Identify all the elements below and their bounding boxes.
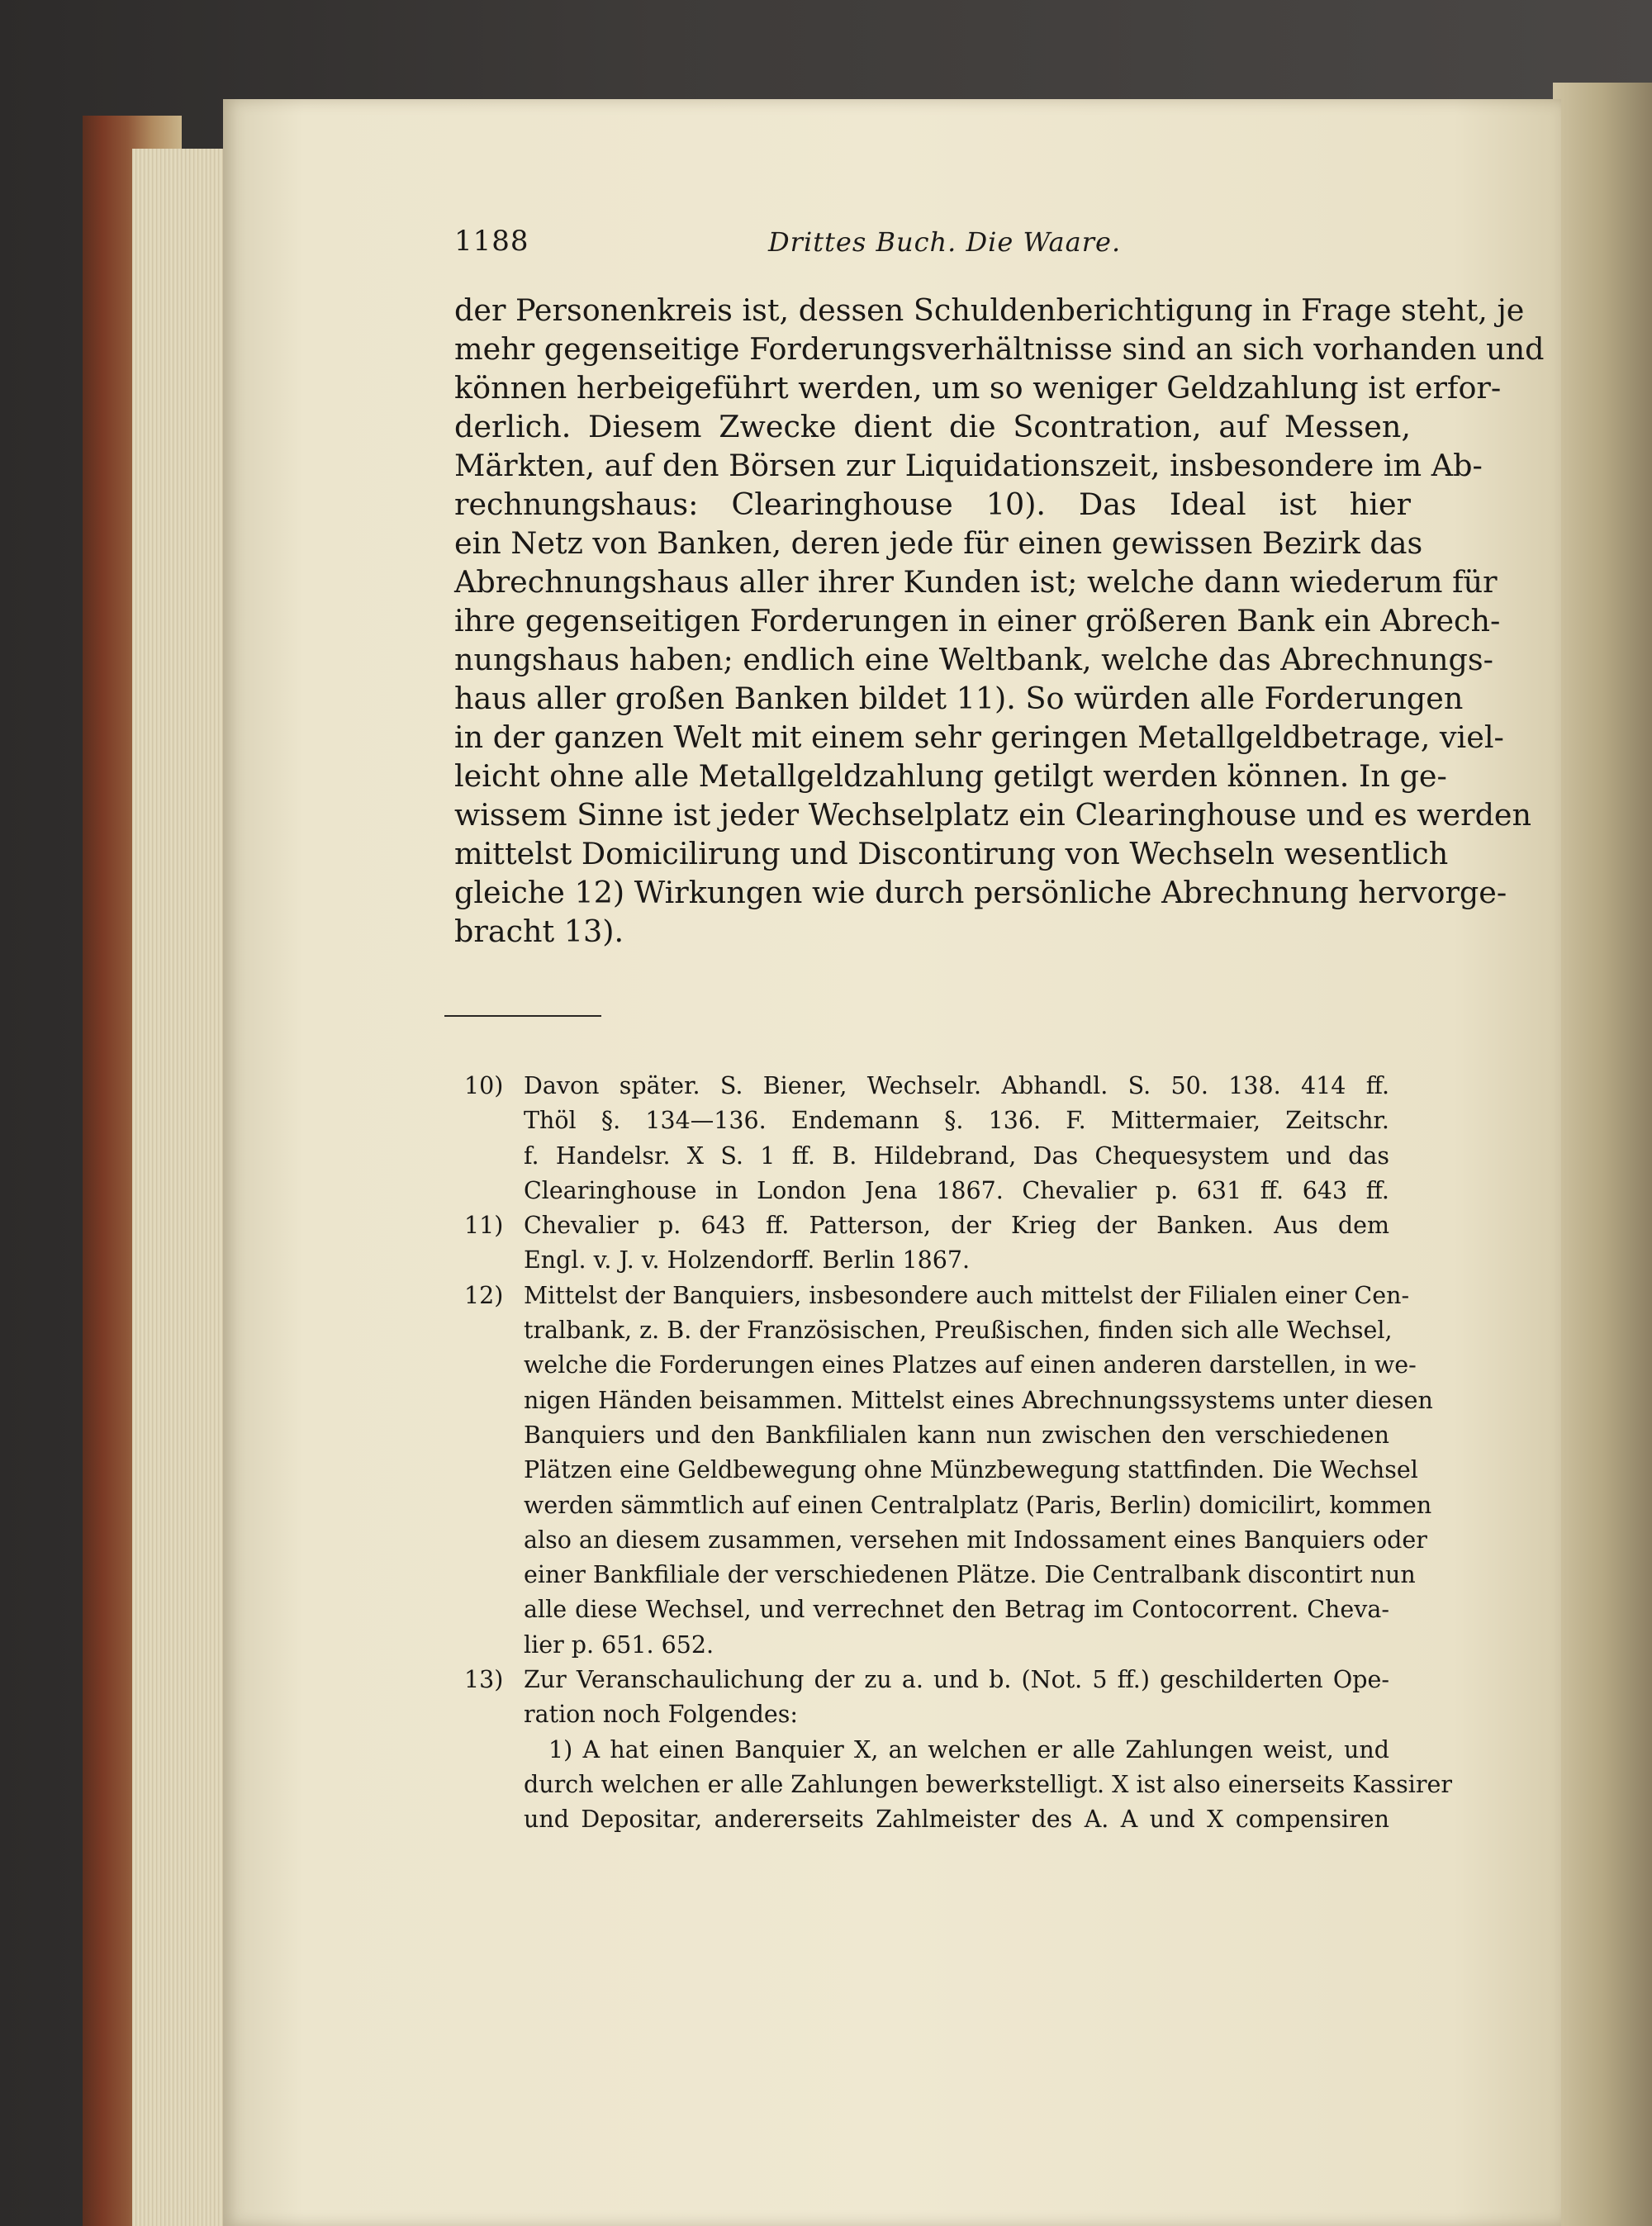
text-line: leicht ohne alle Metallgeldzahlung getilgt werden können. In ge- xyxy=(454,758,1447,794)
page-stack-edge xyxy=(132,149,223,2226)
text-line: ein Netz von Banken, deren jede für einen gewissen Bezirk das xyxy=(454,525,1423,561)
text-line: der Personenkreis ist, dessen Schuldenberichtigung in Frage steht, je xyxy=(454,292,1525,328)
footnote-line: f. Handelsr. X S. 1 ff. B. Hildebrand, Das Chequesystem und das xyxy=(524,1141,1389,1170)
facing-page-edge xyxy=(1553,83,1652,2226)
text-line: können herbeigeführt werden, um so weniger Geldzahlung ist erfor- xyxy=(454,370,1502,406)
footnote-line: und Depositar, andererseits Zahlmeister des A. A und X compensiren xyxy=(524,1806,1389,1834)
footnote-line: Banquiers und den Bankfilialen kann nun zwischen den verschiedenen xyxy=(524,1421,1389,1449)
text-line: ihre gegenseitigen Forderungen in einer größeren Bank ein Abrech- xyxy=(454,603,1501,638)
footnote-number: 13) xyxy=(464,1666,504,1694)
footnote-line: Zur Veranschaulichung der zu a. und b. (Not. 5 ff.) geschilderten Ope- xyxy=(524,1666,1389,1694)
footnote-line: nigen Händen beisammen. Mittelst eines Abrechnungssystems unter diesen xyxy=(524,1386,1433,1414)
footnote-line: lier p. 651. 652. xyxy=(524,1630,714,1659)
footnote-line: durch welchen er alle Zahlungen bewerkstelligt. X ist also einerseits Kassirer xyxy=(524,1770,1453,1798)
text-line: mittelst Domicilirung und Discontirung von Wechseln wesentlich xyxy=(454,836,1449,871)
footnote-13 xyxy=(464,1663,1453,1837)
footnote-12 xyxy=(464,1279,1433,1663)
text-line: nungshaus haben; endlich eine Weltbank, welche das Abrechnungs- xyxy=(454,642,1493,677)
footnote-line: also an diesem zusammen, versehen mit Indossament eines Banquiers oder xyxy=(524,1526,1427,1554)
footnote-11 xyxy=(464,1208,1389,1279)
footnote-line: Thöl §. 134—136. Endemann §. 136. F. Mittermaier, Zeitschr. xyxy=(524,1107,1389,1135)
main-text xyxy=(454,291,1545,951)
text-line: gleiche 12) Wirkungen wie durch persönliche Abrechnung hervorge- xyxy=(454,875,1507,910)
text-line: mehr gegenseitige Forderungsverhältnisse sind an sich vorhanden und xyxy=(454,331,1545,367)
footnote-line: Plätzen eine Geldbewegung ohne Münzbewegung stattfinden. Die Wechsel xyxy=(524,1456,1418,1484)
footnote-line: 1) A hat einen Banquier X, an welchen er alle Zahlungen weist, und xyxy=(548,1735,1389,1763)
footnote-separator xyxy=(444,1015,601,1017)
footnote-line: tralbank, z. B. der Französischen, Preußischen, finden sich alle Wechsel, xyxy=(524,1317,1393,1345)
footnote-10 xyxy=(464,1069,1389,1208)
text-line: haus aller großen Banken bildet 11). So würden alle Forderungen xyxy=(454,681,1464,716)
footnote-number: 10) xyxy=(464,1072,504,1099)
text-line: wissem Sinne ist jeder Wechselplatz ein Clearinghouse und es werden xyxy=(454,797,1532,833)
footnote-line: einer Bankfiliale der verschiedenen Plätze. Die Centralbank discontirt nun xyxy=(524,1561,1416,1589)
footnote-line: Mittelst der Banquiers, insbesondere auch mittelst der Filialen einer Cen- xyxy=(524,1281,1410,1309)
footnote-line: Engl. v. J. v. Holzendorff. Berlin 1867. xyxy=(524,1246,971,1274)
footnote-number: 12) xyxy=(464,1281,504,1309)
page-header xyxy=(454,225,1446,266)
page-number: 1188 xyxy=(454,225,529,258)
footnote-line: Clearinghouse in London Jena 1867. Chevalier p. 631 ff. 643 ff. xyxy=(524,1176,1389,1204)
footnote-line: Davon später. S. Biener, Wechselr. Abhandl. S. 50. 138. 414 ff. xyxy=(524,1072,1389,1099)
text-line: Abrechnungshaus aller ihrer Kunden ist; welche dann wiederum für xyxy=(454,564,1498,600)
text-line: Märkten, auf den Börsen zur Liquidationszeit, insbesondere im Ab- xyxy=(454,448,1483,483)
text-line: in der ganzen Welt mit einem sehr geringen Metallgeldbetrage, viel- xyxy=(454,719,1504,755)
text-line: derlich. Diesem Zwecke dient die Scontration, auf Messen, xyxy=(454,409,1411,444)
footnote-line: ration noch Folgendes: xyxy=(524,1701,798,1729)
text-line: bracht 13). xyxy=(454,914,624,949)
footnote-number: 11) xyxy=(464,1212,504,1240)
footnote-line: alle diese Wechsel, und verrechnet den Betrag im Contocorrent. Cheva- xyxy=(524,1596,1389,1624)
text-line: rechnungshaus: Clearinghouse 10). Das Ideal ist hier xyxy=(454,486,1411,522)
footnote-line: welche die Forderungen eines Platzes auf einen anderen darstellen, in we- xyxy=(524,1351,1417,1379)
running-head: Drittes Buch. Die Waare. xyxy=(768,226,1122,258)
footnote-line: Chevalier p. 643 ff. Patterson, der Krieg der Banken. Aus dem xyxy=(524,1212,1389,1240)
footnote-line: werden sämmtlich auf einen Centralplatz (Paris, Berlin) domicilirt, kommen xyxy=(524,1491,1432,1519)
footnotes xyxy=(464,1069,1453,1838)
